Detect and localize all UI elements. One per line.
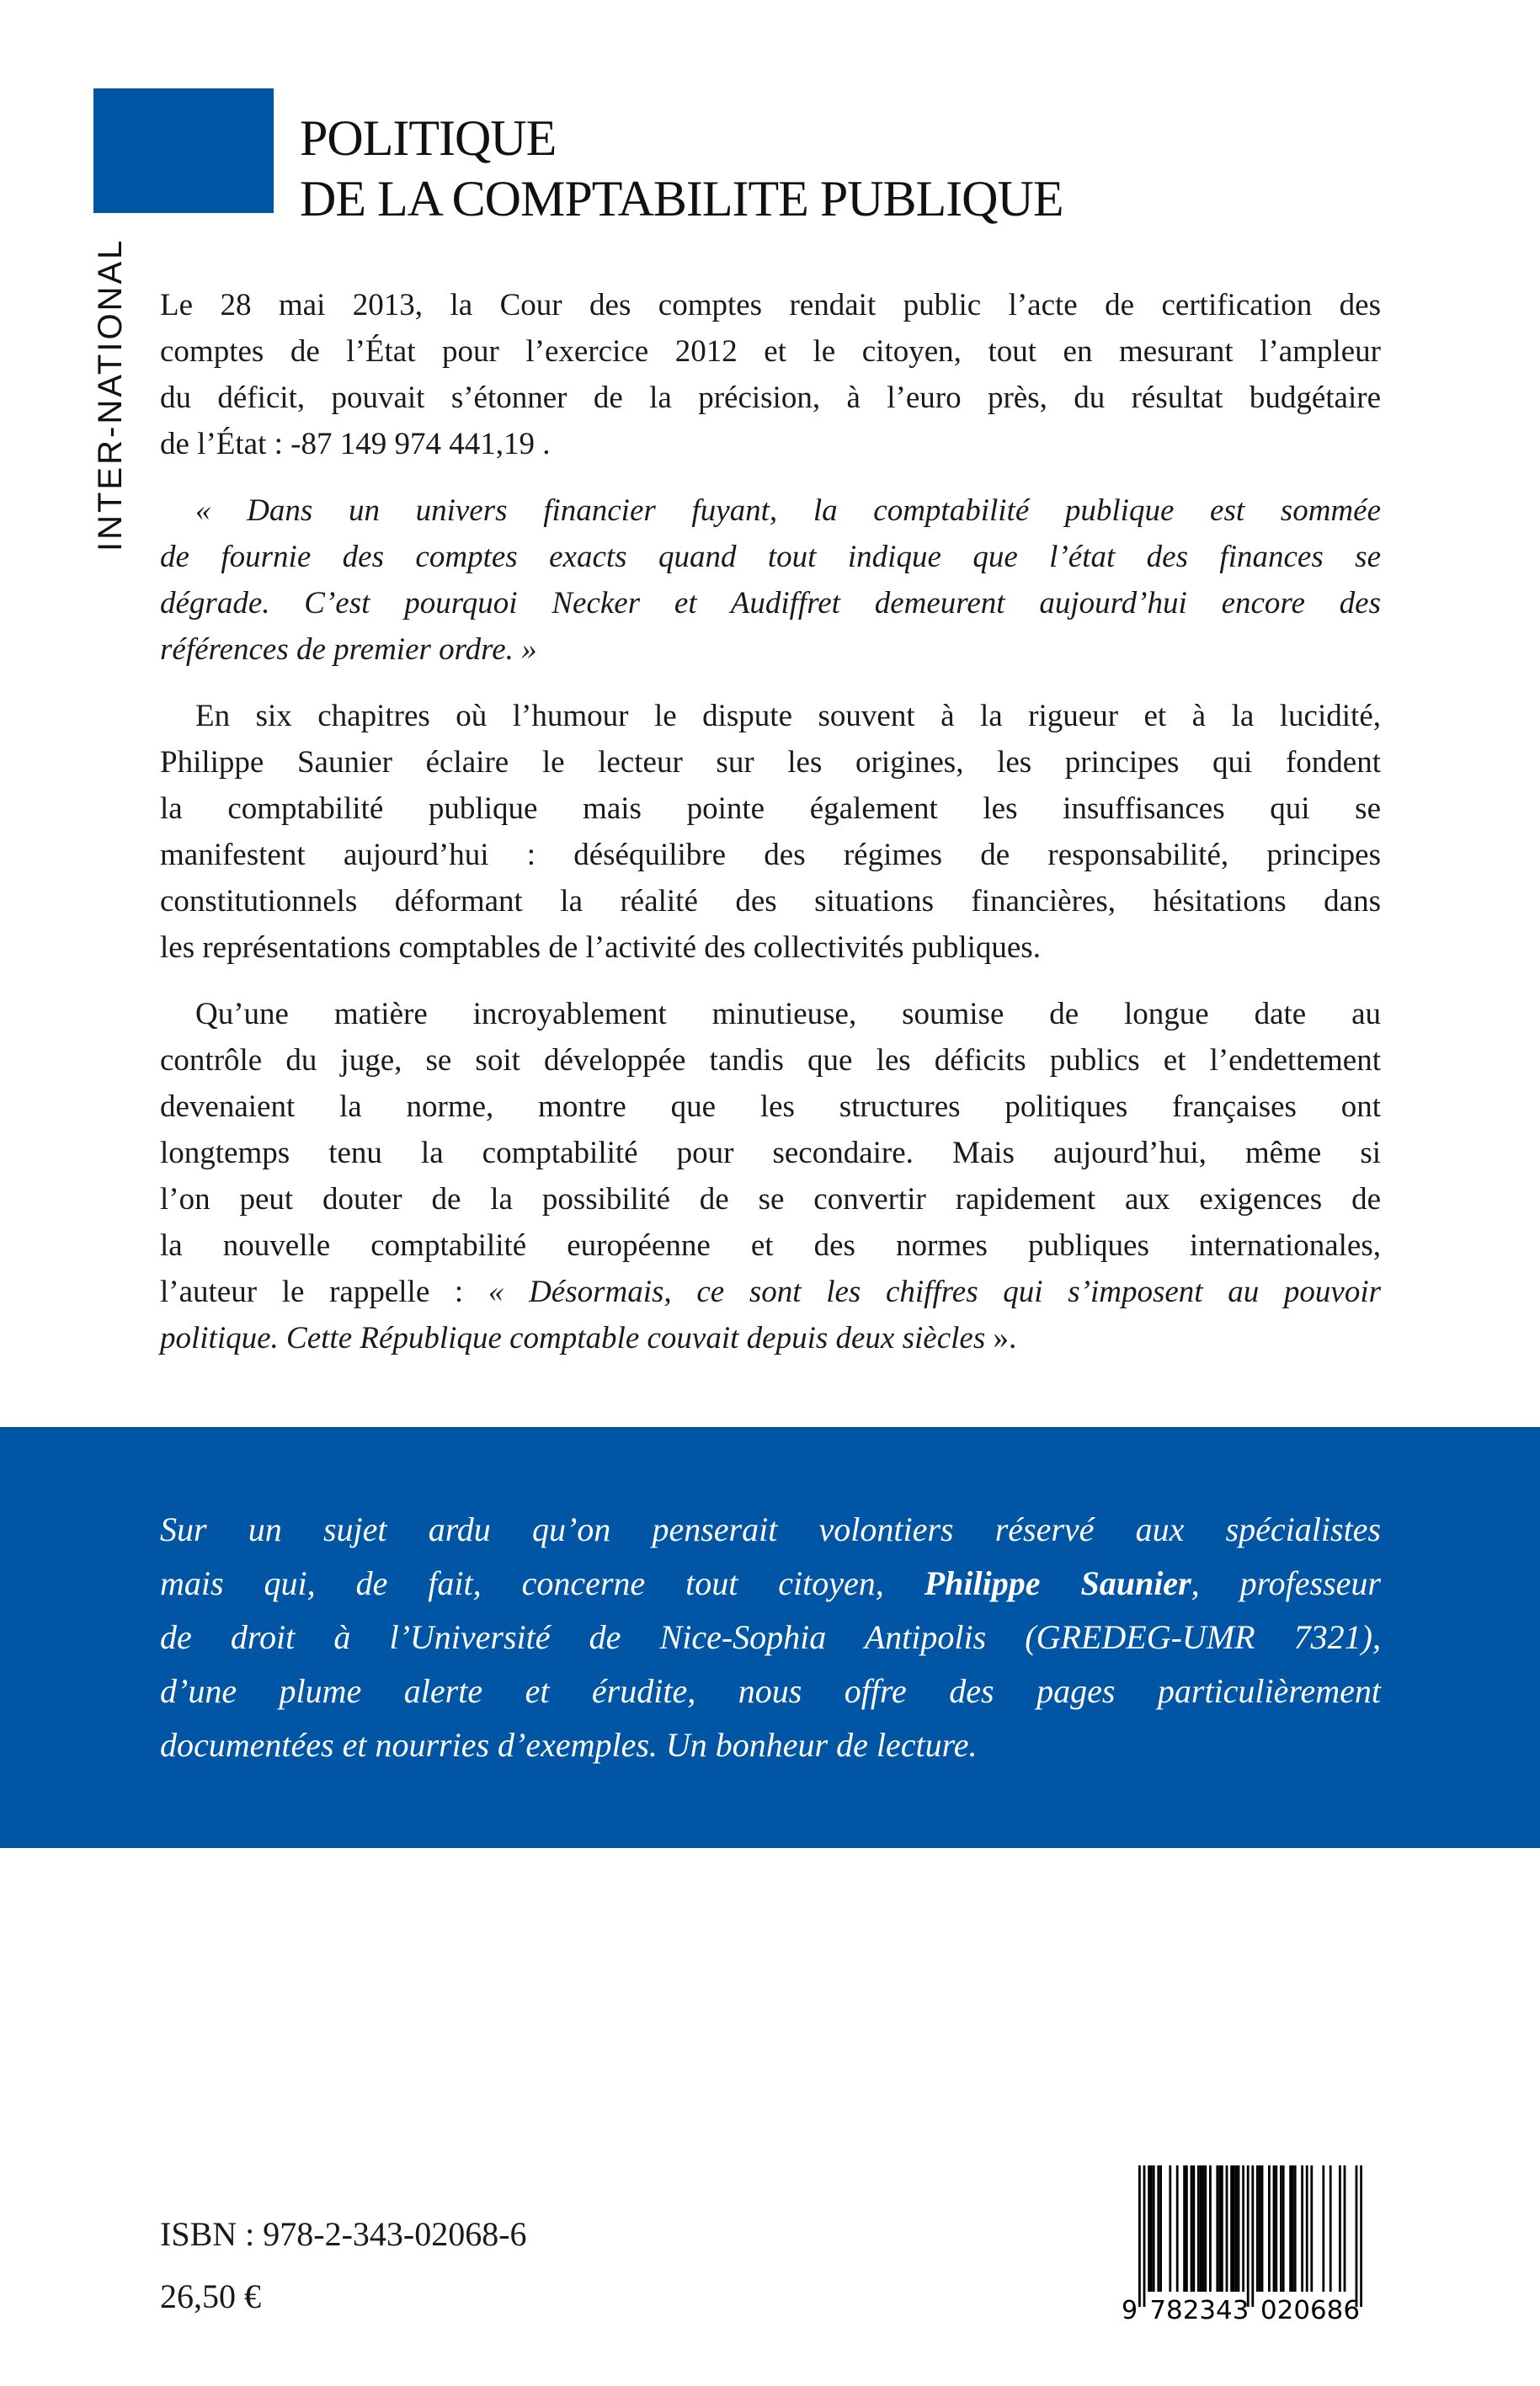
- barcode-bar: [1153, 2165, 1155, 2292]
- text-segment: de droit à l’Université de Nice-Sophia Antipolis (GREDEG-UMR 7321),: [160, 1618, 1381, 1656]
- barcode-bar: [1294, 2165, 1297, 2292]
- barcode-bar: [1256, 2165, 1259, 2292]
- barcode-bar: [1202, 2165, 1205, 2292]
- paragraph: [160, 487, 1381, 673]
- text-segment: d’une plume alerte et érudite, nous offre des pages particulièrement: [160, 1672, 1381, 1710]
- title-line-1: POLITIQUE: [300, 110, 557, 166]
- barcode-bar: [1150, 2165, 1153, 2292]
- text-segment: l’auteur le rappelle :: [160, 1275, 488, 1309]
- text-line: [160, 991, 1381, 1037]
- text-segment: manifestent aujourd’hui : déséquilibre des régimes de responsabilité, principes: [160, 838, 1381, 872]
- barcode-bar: [1204, 2165, 1207, 2292]
- text-segment: , professeur: [1191, 1564, 1381, 1602]
- text-segment: documentées et nourries d’exemples. Un bonheur de lecture.: [160, 1726, 978, 1764]
- text-segment: la nouvelle comptabilité européenne et des normes publiques internationales,: [160, 1228, 1381, 1263]
- barcode-bar: [1282, 2165, 1285, 2292]
- author-name: Philippe Saunier: [924, 1564, 1191, 1602]
- text-line: [160, 1037, 1381, 1084]
- collection-name: INTER-NATIONAL: [92, 237, 129, 551]
- text-segment: l’on peut douter de la possibilité de se convertir rapidement aux exigences de: [160, 1182, 1381, 1217]
- barcode-bar: [1292, 2165, 1294, 2292]
- barcode-bar: [1356, 2165, 1358, 2307]
- text-line: [160, 1084, 1381, 1130]
- barcode-bar: [1310, 2165, 1313, 2292]
- barcode-bar: [1280, 2165, 1282, 2292]
- barcode-bar: [1200, 2165, 1202, 2292]
- barcode-bar: [1183, 2165, 1186, 2292]
- barcode-bar: [1169, 2165, 1171, 2292]
- text-segment: de l’État : -87 149 974 441,19 .: [160, 427, 551, 461]
- barcode-bar: [1344, 2165, 1346, 2292]
- barcode-bar: [1159, 2165, 1162, 2292]
- back-cover-text: [160, 282, 1381, 1382]
- barcode-bar: [1226, 2165, 1228, 2292]
- text-line: [160, 282, 1381, 328]
- text-segment: politique. Cette République comptable couvait depuis deux siècles: [160, 1321, 986, 1355]
- paragraph: [160, 693, 1381, 971]
- barcode-bar: [1251, 2165, 1254, 2307]
- price: 26,50 €: [160, 2277, 261, 2315]
- text-line: [160, 1315, 1381, 1361]
- text-segment: de fournie des comptes exacts quand tout indique que l’état des finances se: [160, 540, 1381, 574]
- text-segment: les représentations comptables de l’activité des collectivités publiques.: [160, 930, 1041, 965]
- barcode-digits: 782343: [1149, 2296, 1250, 2321]
- text-segment: devenaient la norme, montre que les structures politiques françaises ont: [160, 1089, 1381, 1124]
- text-line: [160, 924, 1381, 971]
- text-segment: constitutionnels déformant la réalité des situations financières, hésitations dans: [160, 884, 1381, 919]
- text-segment: ».: [985, 1321, 1017, 1355]
- text-line: [160, 693, 1381, 739]
- barcode-bar: [1242, 2165, 1244, 2292]
- barcode-digits: 9: [1122, 2296, 1138, 2321]
- paragraph: [160, 991, 1381, 1361]
- blurb-text: [160, 1503, 1381, 1772]
- barcode-bar: [1339, 2165, 1341, 2292]
- barcode-bar: [1306, 2165, 1308, 2292]
- text-segment: Sur un sujet ardu qu’on penserait volontiers réservé aux spécialistes: [160, 1510, 1381, 1548]
- isbn: ISBN : 978-2-343-02068-6: [160, 2215, 527, 2253]
- text-line: [160, 375, 1381, 421]
- barcode-bar: [1230, 2165, 1233, 2292]
- text-segment: « Dans un univers financier fuyant, la comptabilité publique est sommée: [195, 493, 1381, 528]
- text-line: [160, 1557, 1381, 1611]
- text-line: [160, 1503, 1381, 1557]
- barcode-bar: [1197, 2165, 1200, 2292]
- text-line: [160, 1130, 1381, 1176]
- barcode-digits: 020686: [1260, 2296, 1360, 2321]
- blurb-band: [0, 1427, 1540, 1848]
- book-title: [300, 108, 1063, 229]
- text-segment: comptes de l’État pour l’exercice 2012 et le citoyen, tout en mesurant l’ampleur: [160, 334, 1381, 369]
- barcode-bar: [1186, 2165, 1188, 2292]
- text-line: [160, 786, 1381, 832]
- barcode-bar: [1209, 2165, 1212, 2292]
- text-line: [160, 1664, 1381, 1718]
- text-line: [160, 626, 1381, 673]
- collection-color-block: [93, 88, 274, 213]
- barcode-bar: [1148, 2165, 1150, 2292]
- barcode-bar: [1273, 2165, 1276, 2292]
- barcode: [1120, 2165, 1383, 2321]
- barcode-bar: [1289, 2165, 1292, 2292]
- text-line: [160, 534, 1381, 580]
- barcode-bar: [1233, 2165, 1235, 2292]
- barcode-bar: [1138, 2165, 1141, 2307]
- text-segment: contrôle du juge, se soit développée tandis que les déficits publics et l’endettement: [160, 1043, 1381, 1078]
- text-segment: « Désormais, ce sont les chiffres qui s’imposent au pouvoir: [488, 1275, 1381, 1309]
- barcode-bar: [1216, 2165, 1218, 2292]
- text-line: [160, 1176, 1381, 1222]
- text-segment: dégrade. C’est pourquoi Necker et Audiffret demeurent aujourd’hui encore des: [160, 586, 1381, 620]
- text-segment: Le 28 mai 2013, la Cour des comptes rendait public l’acte de certification des: [160, 288, 1381, 322]
- barcode-bar: [1259, 2165, 1261, 2292]
- text-line: [160, 421, 1381, 467]
- text-line: [160, 1269, 1381, 1315]
- text-segment: Qu’une matière incroyablement minutieuse, soumise de longue date au: [195, 997, 1381, 1031]
- barcode-bar: [1235, 2165, 1238, 2292]
- barcode-bar: [1143, 2165, 1146, 2307]
- barcode-bar: [1360, 2165, 1362, 2307]
- text-line: [160, 1222, 1381, 1269]
- barcode-bar: [1330, 2165, 1332, 2292]
- text-segment: En six chapitres où l’humour le dispute souvent à la rigueur et à la lucidité,: [195, 699, 1381, 733]
- text-segment: longtemps tenu la comptabilité pour secondaire. Mais aujourd’hui, même si: [160, 1136, 1381, 1170]
- text-line: [160, 328, 1381, 375]
- text-line: [160, 1718, 1381, 1772]
- barcode-bar: [1268, 2165, 1271, 2292]
- text-segment: du déficit, pouvait s’étonner de la précision, à l’euro près, du résultat budgétaire: [160, 381, 1381, 415]
- text-segment: Philippe Saunier éclaire le lecteur sur les origines, les principes qui fondent: [160, 745, 1381, 780]
- text-segment: la comptabilité publique mais pointe également les insuffisances qui se: [160, 791, 1381, 826]
- text-line: [160, 739, 1381, 786]
- barcode-bar: [1221, 2165, 1223, 2292]
- title-line-2: DE LA COMPTABILITE PUBLIQUE: [300, 171, 1063, 226]
- barcode-bar: [1238, 2165, 1240, 2292]
- text-segment: références de premier ordre. »: [160, 632, 537, 667]
- text-line: [160, 878, 1381, 924]
- text-line: [160, 580, 1381, 626]
- barcode-bar: [1191, 2165, 1193, 2292]
- barcode-bar: [1261, 2165, 1264, 2292]
- barcode-bar: [1157, 2165, 1159, 2292]
- barcode-bar: [1192, 2165, 1195, 2292]
- text-segment: mais qui, de fait, concerne tout citoyen,: [160, 1564, 925, 1602]
- barcode-bar: [1275, 2165, 1277, 2292]
- paragraph: [160, 282, 1381, 467]
- barcode-bar: [1301, 2165, 1303, 2292]
- text-line: [160, 1611, 1381, 1664]
- text-line: [160, 832, 1381, 878]
- barcode-bar: [1218, 2165, 1221, 2292]
- barcode-bar: [1322, 2165, 1324, 2292]
- barcode-bar: [1247, 2165, 1250, 2307]
- barcode-bar: [1176, 2165, 1179, 2292]
- text-line: [160, 487, 1381, 534]
